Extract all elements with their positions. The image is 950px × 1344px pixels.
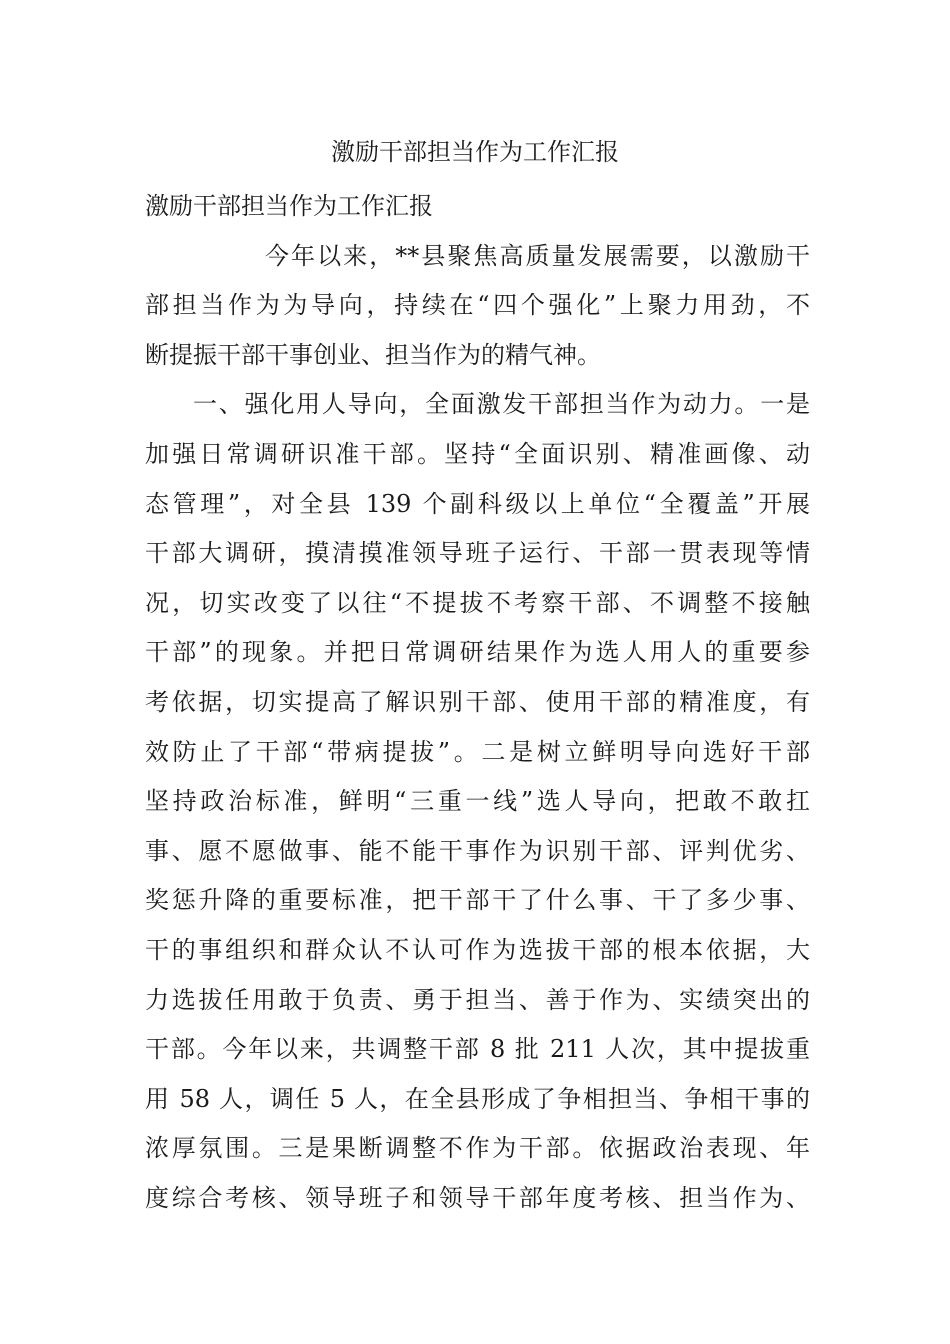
document-title: 激励干部担当作为工作汇报 (331, 138, 619, 166)
paragraph-1-line-1: 今年以来，**县聚焦高质量发展需要，以激励干 (265, 241, 810, 270)
paragraph-2-line-16: 浓厚氛围。三是果断调整不作为干部。依据政治表现、年 (145, 1134, 810, 1163)
paragraph-1-line-3: 断提振干部干事创业、担当作为的精气神。 (145, 340, 601, 369)
paragraph-2-line-4: 干部大调研，摸清摸准领导班子运行、干部一贯表现等情 (145, 539, 810, 568)
paragraph-2-line-12: 干的事组织和群众认不认可作为选拔干部的根本依据，大 (145, 935, 810, 964)
paragraph-2-line-1: 一、强化用人导向，全面激发干部担当作为动力。一是 (193, 390, 810, 419)
paragraph-2-line-9: 坚持政治标准，鲜明“三重一线”选人导向，把敢不敢扛 (145, 787, 810, 816)
document-body (145, 182, 810, 1223)
paragraph-2-line-3: 态管理”，对全县 139 个副科级以上单位“全覆盖”开展 (145, 489, 810, 518)
paragraph-2-line-10: 事、愿不愿做事、能不能干事作为识别干部、评判优劣、 (145, 836, 810, 865)
paragraph-2-line-11: 奖惩升降的重要标准，把干部干了什么事、干了多少事、 (145, 886, 810, 915)
paragraph-1-line-2: 部担当作为为导向，持续在“四个强化”上聚力用劲，不 (145, 291, 810, 320)
paragraph-2-line-5: 况，切实改变了以往“不提拔不考察干部、不调整不接触 (145, 588, 810, 617)
paragraph-2-line-17: 度综合考核、领导班子和领导干部年度考核、担当作为、 (145, 1183, 810, 1212)
paragraph-2-line-2: 加强日常调研识准干部。坚持“全面识别、精准画像、动 (145, 439, 810, 468)
paragraph-2-line-13: 力选拔任用敢于负责、勇于担当、善于作为、实绩突出的 (145, 985, 810, 1014)
paragraph-2-line-8: 效防止了干部“带病提拔”。二是树立鲜明导向选好干部 (145, 737, 810, 766)
paragraph-2-line-7: 考依据，切实提高了解识别干部、使用干部的精准度，有 (145, 687, 810, 716)
paragraph-2-line-6: 干部”的现象。并把日常调研结果作为选人用人的重要参 (145, 638, 810, 667)
document-subtitle: 激励干部担当作为工作汇报 (145, 192, 433, 220)
paragraph-2-line-14: 干部。今年以来，共调整干部 8 批 211 人次，其中提拔重 (145, 1035, 810, 1064)
paragraph-2-line-15: 用 58 人，调任 5 人，在全县形成了争相担当、争相干事的 (145, 1084, 810, 1113)
